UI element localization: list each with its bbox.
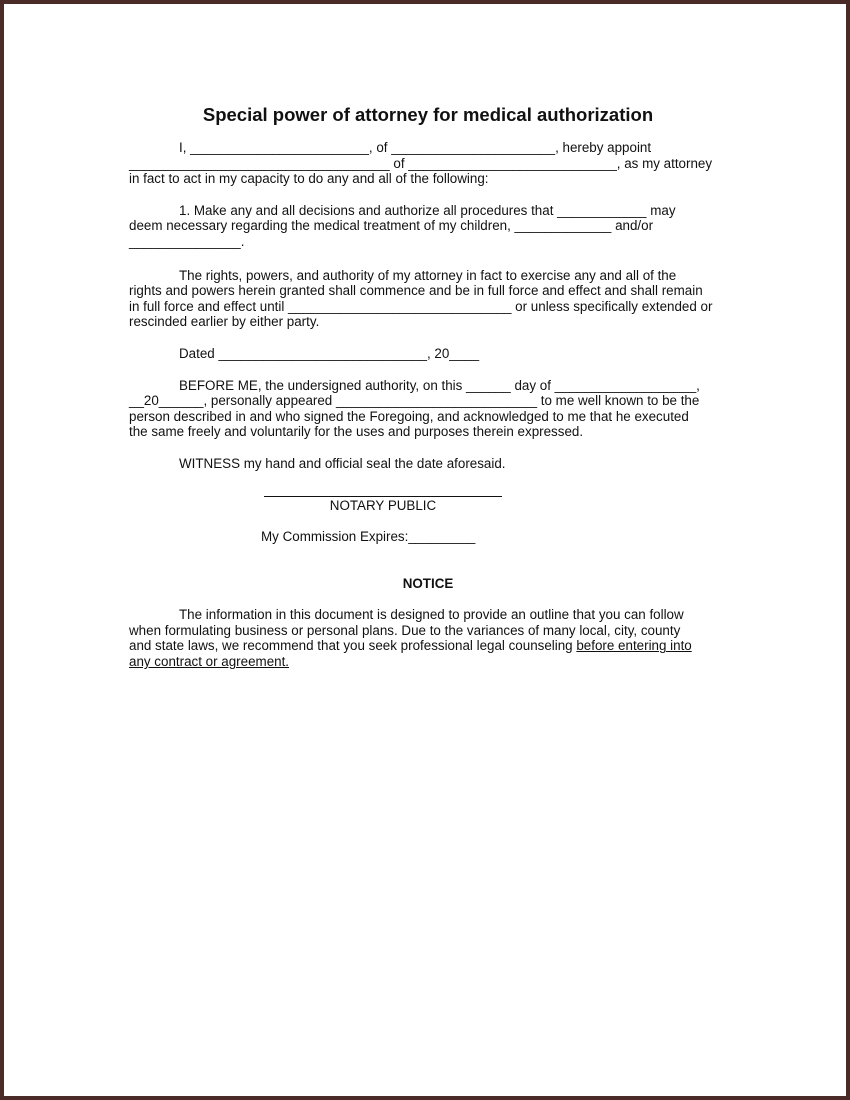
notice-paragraph bbox=[129, 607, 727, 669]
decisions-paragraph bbox=[129, 203, 727, 250]
commission-expires-line: My Commission Expires:_________ bbox=[261, 529, 476, 545]
before-me-paragraph bbox=[129, 378, 727, 440]
rights-line-4: rescinded earlier by either party. bbox=[129, 314, 320, 330]
notary-signature-block bbox=[264, 496, 502, 514]
notice-line-3: and state laws, we recommend that you seek professional legal counseling bbox=[129, 638, 577, 654]
before-me-line-2: __20______, personally appeared ___________________________ to me well known to be the bbox=[129, 393, 700, 409]
before-me-line-4: the same freely and voluntarily for the uses and purposes therein expressed. bbox=[129, 424, 584, 440]
appointment-paragraph bbox=[129, 140, 727, 187]
appointment-line-2: ___________________________________ of ____________________________, as my attorney bbox=[129, 155, 713, 171]
decisions-line-3: _______________. bbox=[129, 233, 245, 249]
notice-underlined-text: before entering into bbox=[576, 638, 692, 654]
before-me-line-1: BEFORE ME, the undersigned authority, on this ______ day of ___________________, bbox=[179, 377, 700, 393]
notary-signature-line bbox=[264, 496, 502, 497]
appointment-line-3: in fact to act in my capacity to do any and all of the following: bbox=[129, 171, 489, 187]
rights-paragraph bbox=[129, 268, 727, 330]
notice-underlined-text-continued: any contract or agreement. bbox=[129, 654, 290, 670]
document-title: Special power of attorney for medical authorization bbox=[202, 104, 654, 125]
rights-line-1: The rights, powers, and authority of my attorney in fact to exercise any and all of the bbox=[179, 267, 677, 283]
notice-heading: NOTICE bbox=[402, 575, 454, 591]
witness-line: WITNESS my hand and official seal the date aforesaid. bbox=[179, 455, 506, 471]
appointment-line-1: I, ________________________, of ______________________, hereby appoint bbox=[179, 140, 652, 155]
notice-line-2: when formulating business or personal plans. Due to the variances of many local, city, county bbox=[129, 622, 681, 638]
dated-line: Dated ____________________________, 20____ bbox=[179, 345, 480, 361]
notice-line-1: The information in this document is designed to provide an outline that you can follow bbox=[179, 607, 684, 623]
notary-public-label: NOTARY PUBLIC bbox=[329, 497, 437, 513]
decisions-line-1: 1. Make any and all decisions and authorize all procedures that ____________ may bbox=[179, 202, 676, 218]
document-content bbox=[129, 104, 727, 670]
before-me-line-3: person described in and who signed the Foregoing, and acknowledged to me that he executed bbox=[129, 408, 689, 424]
decisions-line-2: deem necessary regarding the medical treatment of my children, _____________ and/or bbox=[129, 218, 654, 234]
rights-line-2: rights and powers herein granted shall commence and be in full force and effect and shall remain bbox=[129, 283, 703, 299]
rights-line-3: in full force and effect until ______________________________ or unless specifically extended or bbox=[129, 298, 713, 314]
